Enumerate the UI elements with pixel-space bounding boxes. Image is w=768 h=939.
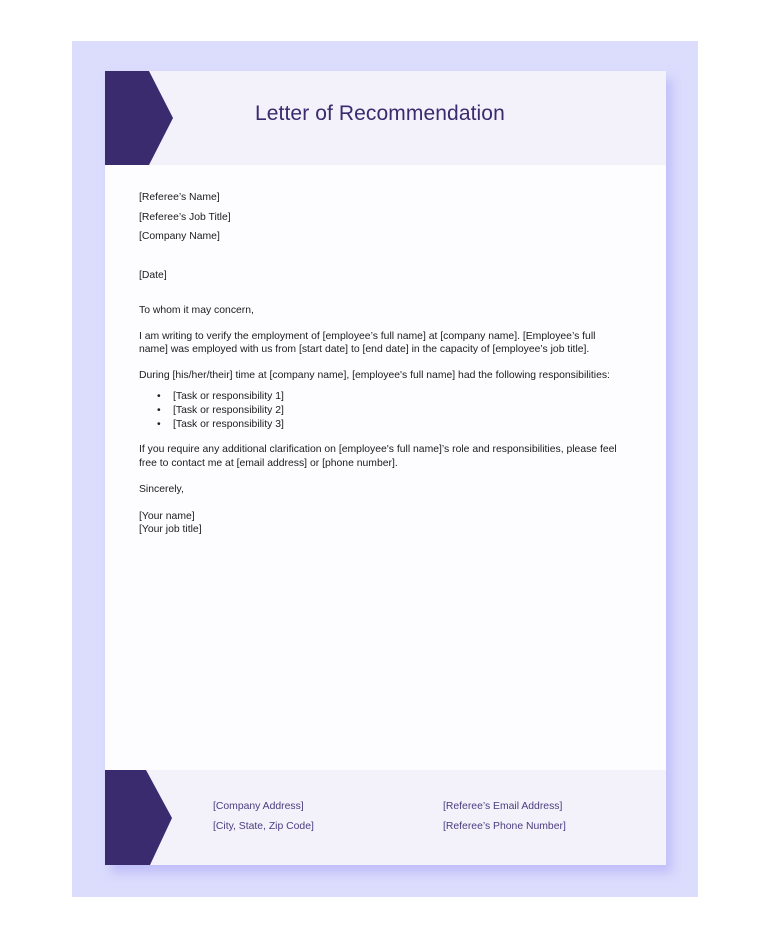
signer-name: [Your name] <box>139 510 195 522</box>
company-name: [Company Name] <box>139 231 220 242</box>
referee-block <box>139 188 639 247</box>
task-text: [Task or responsibility 3] <box>173 419 284 430</box>
referee-name: [Referee’s Name] <box>139 192 220 203</box>
letter-body <box>139 188 639 537</box>
chevron-decoration-icon <box>105 770 172 865</box>
paragraph-employment <box>139 330 639 357</box>
paragraph-line: free to contact me at [email address] or [phone number]. <box>139 457 398 469</box>
chevron-decoration-icon <box>105 71 173 165</box>
signer-job-title: [Your job title] <box>139 524 202 535</box>
paragraph-contact <box>139 443 639 470</box>
paragraph-line: I am writing to verify the employment of [employee’s full name] at [company name]. [Employee’s full <box>139 330 596 342</box>
footer-contact <box>443 797 566 837</box>
paragraph-line: name] was employed with us from [start date] to [end date] in the capacity of [employee’s job title]. <box>139 344 590 355</box>
city-state-zip: [City, State, Zip Code] <box>213 821 314 832</box>
company-address: [Company Address] <box>213 801 304 812</box>
list-item <box>157 404 639 418</box>
referee-phone: [Referee’s Phone Number] <box>443 821 566 832</box>
footer-address <box>213 797 314 837</box>
task-text: [Task or responsibility 2] <box>173 405 284 416</box>
signoff: Sincerely, <box>139 484 184 495</box>
signature-block <box>139 510 639 537</box>
bullet-icon: • <box>157 405 161 416</box>
letter-page <box>105 71 666 865</box>
bullet-icon: • <box>157 419 161 430</box>
page-title: Letter of Recommendation <box>255 102 505 125</box>
list-item <box>157 418 639 432</box>
referee-email: [Referee’s Email Address] <box>443 801 563 812</box>
paragraph-responsibilities-intro <box>139 369 639 383</box>
header-band <box>105 71 666 165</box>
list-item <box>157 390 639 404</box>
task-list <box>139 390 639 432</box>
bullet-icon: • <box>157 391 161 402</box>
paragraph-line: During [his/her/their] time at [company name], [employee's full name] had the following responsibilities: <box>139 369 610 381</box>
paragraph-line: If you require any additional clarification on [employee's full name]’s role and responsibilities, please feel <box>139 444 617 455</box>
salutation: To whom it may concern, <box>139 305 254 316</box>
footer-band <box>105 770 666 865</box>
letter-date: [Date] <box>139 269 167 281</box>
referee-job-title: [Referee’s Job Title] <box>139 211 231 223</box>
task-text: [Task or responsibility 1] <box>173 391 284 402</box>
